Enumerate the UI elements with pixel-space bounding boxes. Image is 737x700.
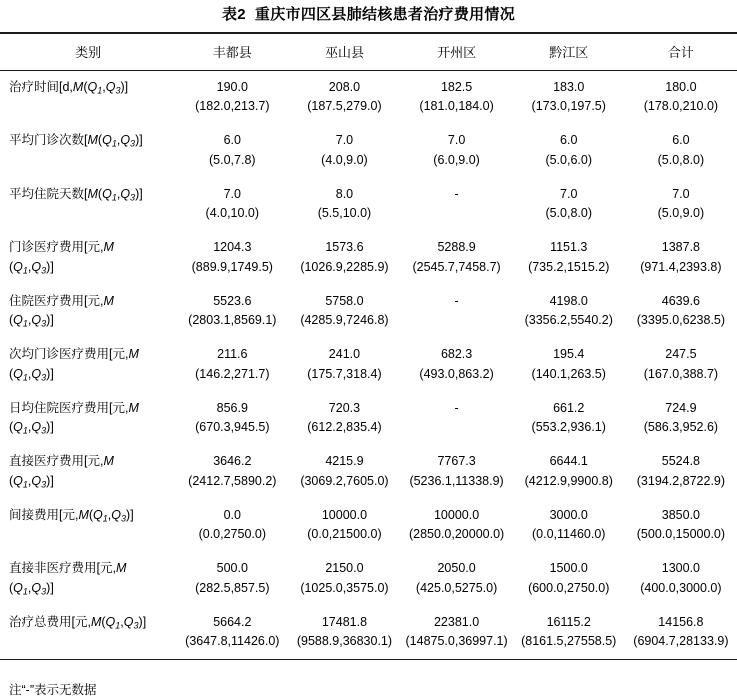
row-label: 门诊医疗费用[元,M $(Q_1,Q_3)$] bbox=[9, 240, 114, 276]
table-cell bbox=[288, 499, 400, 553]
table-body bbox=[0, 71, 737, 660]
cell-iqr: (5.0,6.0) bbox=[545, 152, 592, 167]
table-cell bbox=[513, 124, 625, 178]
cell-median: 661.2 bbox=[553, 400, 585, 415]
table-cell bbox=[625, 499, 737, 553]
cell-iqr: (425.0,5275.0) bbox=[415, 580, 498, 595]
cell-median: 5664.2 bbox=[213, 614, 252, 629]
table-row bbox=[0, 285, 737, 339]
cell-median: 720.3 bbox=[328, 400, 361, 415]
cell-iqr: (493.0,863.2) bbox=[419, 366, 494, 381]
cell-median: 4198.0 bbox=[549, 293, 588, 308]
table-cell bbox=[176, 231, 288, 285]
row-label: 日均住院医疗费用[元,M $(Q_1,Q_3)$] bbox=[9, 400, 139, 436]
table-cell bbox=[176, 499, 288, 553]
table-row bbox=[0, 231, 737, 285]
table-cell bbox=[176, 178, 288, 232]
table-row bbox=[0, 338, 737, 392]
table-cell bbox=[288, 178, 400, 232]
cell-median: 4639.6 bbox=[661, 293, 701, 308]
cell-iqr: (3069.2,7605.0) bbox=[300, 473, 389, 488]
table-caption bbox=[0, 0, 737, 32]
cell-median: 856.9 bbox=[216, 400, 248, 415]
cell-iqr: (181.0,184.0) bbox=[419, 99, 494, 114]
table-cell bbox=[288, 606, 400, 660]
cell-iqr: (167.0,388.7) bbox=[643, 366, 719, 381]
table-cell bbox=[401, 71, 513, 125]
cell-median: 7.0 bbox=[560, 186, 578, 201]
cell-median: 8.0 bbox=[335, 186, 354, 201]
cell-median: 208.0 bbox=[328, 79, 361, 94]
cell-median: 195.4 bbox=[553, 347, 585, 361]
table-cell bbox=[288, 124, 400, 178]
cell-iqr: (1026.9,2285.9) bbox=[300, 259, 389, 274]
cell-median: 3850.0 bbox=[661, 507, 701, 522]
cell-iqr: (5.5,10.0) bbox=[317, 206, 372, 221]
cell-iqr: (146.2,271.7) bbox=[195, 366, 270, 381]
table-row bbox=[0, 499, 737, 553]
cell-median: 1573.6 bbox=[325, 240, 364, 254]
row-label: 间接费用[元$,M(Q_1,Q_3)$] bbox=[9, 507, 134, 524]
table-cell bbox=[288, 552, 400, 606]
cell-median: 7767.3 bbox=[437, 454, 476, 468]
cell-median: 0.0 bbox=[223, 507, 241, 522]
cell-iqr: (2412.7,5890.2) bbox=[188, 473, 277, 488]
cell-median: 10000.0 bbox=[433, 507, 480, 522]
cell-iqr: (14875.0,36997.1) bbox=[405, 634, 508, 649]
cell-median: 10000.0 bbox=[321, 507, 368, 522]
cell-median: 500.0 bbox=[216, 561, 248, 575]
cell-median: 17481.8 bbox=[321, 614, 368, 629]
cell-iqr: (0.0,21500.0) bbox=[307, 527, 382, 542]
table-cell bbox=[625, 552, 737, 606]
table-cell bbox=[288, 71, 400, 125]
table-cell bbox=[625, 392, 737, 446]
row-label: 直接医疗费用[元,M $(Q_1,Q_3)$] bbox=[9, 454, 114, 490]
cell-iqr: (5236.1,11338.9) bbox=[409, 473, 504, 488]
table-caption-number: 表2 bbox=[221, 6, 246, 23]
table-cell bbox=[288, 338, 400, 392]
cell-iqr: (2545.7,7458.7) bbox=[412, 259, 501, 274]
cell-iqr: (5.0,7.8) bbox=[209, 152, 256, 167]
table-cell bbox=[288, 392, 400, 446]
header-cell-wushan: 巫山县 bbox=[324, 44, 364, 60]
cell-median: - bbox=[454, 186, 459, 201]
header-cell-qianjiang: 黔江区 bbox=[549, 44, 589, 60]
cell-iqr: (1025.0,3575.0) bbox=[300, 580, 389, 595]
table-cell bbox=[625, 178, 737, 232]
cell-iqr: (187.5,279.0) bbox=[307, 99, 382, 114]
cell-iqr: (140.1,263.5) bbox=[531, 366, 606, 381]
cell-iqr: (6.0,9.0) bbox=[433, 152, 480, 167]
row-label: 平均住院天数$[M(Q_1,Q_3)]$ bbox=[9, 186, 143, 203]
cell-median: 2150.0 bbox=[325, 561, 364, 575]
cell-median: 1204.3 bbox=[213, 240, 252, 254]
table-cell bbox=[176, 71, 288, 125]
cell-iqr: (4.0,10.0) bbox=[205, 206, 260, 221]
cell-median: 3646.2 bbox=[213, 454, 252, 468]
header-cell-kaizhou: 开州区 bbox=[437, 44, 477, 60]
table-cell bbox=[176, 392, 288, 446]
cell-iqr: (8161.5,27558.5) bbox=[521, 634, 617, 649]
header-cell-total: 合计 bbox=[667, 44, 694, 60]
table-cell bbox=[513, 285, 625, 339]
cell-median: 6.0 bbox=[223, 133, 241, 147]
table-cell bbox=[401, 445, 513, 499]
table-cell bbox=[176, 445, 288, 499]
table-cell bbox=[625, 71, 737, 125]
cell-iqr: (5.0,9.0) bbox=[657, 206, 705, 221]
cell-median: - bbox=[454, 400, 459, 415]
cell-median: 6.0 bbox=[672, 133, 690, 147]
cell-median: 7.0 bbox=[223, 186, 241, 201]
treatment-cost-table bbox=[0, 34, 737, 70]
cell-iqr: (3194.2,8722.9) bbox=[636, 473, 726, 488]
table-cell bbox=[176, 552, 288, 606]
table-cell bbox=[401, 606, 513, 660]
cell-median: 5524.8 bbox=[661, 454, 701, 468]
table-cell bbox=[513, 178, 625, 232]
table-cell bbox=[625, 606, 737, 660]
cell-iqr: (612.2,835.4) bbox=[307, 420, 382, 435]
cell-median: 2050.0 bbox=[437, 561, 476, 575]
cell-iqr: (175.7,318.4) bbox=[307, 366, 382, 381]
cell-iqr: (0.0,2750.0) bbox=[198, 527, 267, 542]
cell-median: 4215.9 bbox=[325, 454, 364, 468]
cell-median: 1151.3 bbox=[550, 240, 588, 254]
cell-median: 6644.1 bbox=[549, 454, 588, 468]
table-cell bbox=[401, 338, 513, 392]
cell-iqr: (600.0,2750.0) bbox=[528, 580, 610, 595]
cell-iqr: (3356.2,5540.2) bbox=[524, 313, 613, 328]
table-cell bbox=[401, 285, 513, 339]
cell-iqr: (500.0,15000.0) bbox=[636, 527, 726, 542]
cell-iqr: (889.9,1749.5) bbox=[191, 259, 273, 274]
table-cell bbox=[288, 285, 400, 339]
cell-median: 7.0 bbox=[672, 186, 690, 201]
table-cell bbox=[176, 285, 288, 339]
cell-iqr: (178.0,210.0) bbox=[643, 99, 719, 114]
cell-iqr: (670.3,945.5) bbox=[195, 420, 270, 435]
table-cell bbox=[401, 499, 513, 553]
cell-median: 682.3 bbox=[440, 347, 473, 361]
cell-median: 6.0 bbox=[560, 133, 578, 147]
table-cell bbox=[513, 392, 625, 446]
table-cell bbox=[288, 445, 400, 499]
table-cell bbox=[401, 178, 513, 232]
cell-median: 5758.0 bbox=[325, 293, 364, 308]
table-cell bbox=[513, 338, 625, 392]
table-cell bbox=[513, 231, 625, 285]
row-label: 住院医疗费用[元,M $(Q_1,Q_3)$] bbox=[9, 293, 114, 329]
table-cell bbox=[401, 231, 513, 285]
row-label: 平均门诊次数$[M(Q_1,Q_3)]$ bbox=[9, 133, 143, 149]
table-header bbox=[0, 34, 737, 70]
row-label: 直接非医疗费用[元,M $(Q_1,Q_3)$] bbox=[9, 561, 127, 597]
table-cell bbox=[176, 338, 288, 392]
cell-median: 3000.0 bbox=[549, 507, 588, 522]
cell-iqr: (9588.9,36830.1) bbox=[296, 634, 393, 649]
table-cell bbox=[625, 124, 737, 178]
row-label: 治疗总费用[元$,M(Q_1,Q_3)$] bbox=[9, 614, 147, 631]
cell-median: 190.0 bbox=[216, 79, 248, 94]
cell-iqr: (4.0,9.0) bbox=[321, 152, 368, 167]
row-label: 次均门诊医疗费用[元,M $(Q_1,Q_3)$] bbox=[9, 347, 139, 383]
cell-iqr: (5.0,8.0) bbox=[657, 152, 705, 167]
table-cell bbox=[625, 338, 737, 392]
cell-median: 211.6 bbox=[217, 347, 248, 361]
cell-median: 5288.9 bbox=[437, 240, 476, 254]
table-cell bbox=[513, 552, 625, 606]
cell-iqr: (400.0,3000.0) bbox=[640, 580, 722, 595]
cell-iqr: (4285.9,7246.8) bbox=[300, 313, 389, 328]
cell-median: 7.0 bbox=[335, 133, 354, 147]
cell-median: - bbox=[454, 293, 459, 308]
cell-iqr: (282.5,857.5) bbox=[195, 580, 270, 595]
table-cell bbox=[625, 445, 737, 499]
cell-iqr: (4212.9,9900.8) bbox=[524, 473, 613, 488]
cell-iqr: (3395.0,6238.5) bbox=[636, 313, 726, 328]
table-row bbox=[0, 445, 737, 499]
cell-iqr: (553.2,936.1) bbox=[531, 420, 606, 435]
cell-median: 7.0 bbox=[447, 133, 466, 147]
table-row bbox=[0, 178, 737, 232]
table-cell bbox=[401, 552, 513, 606]
table-cell bbox=[288, 231, 400, 285]
cell-median: 16115.2 bbox=[546, 614, 591, 629]
table-cell bbox=[513, 499, 625, 553]
table-cell bbox=[401, 124, 513, 178]
row-label: 治疗时间$[d,M(Q_1,Q_3)]$ bbox=[9, 79, 129, 96]
table-cell bbox=[513, 606, 625, 660]
cell-iqr: (2803.1,8569.1) bbox=[188, 313, 277, 328]
treatment-cost-table-body bbox=[0, 71, 737, 660]
cell-median: 241.0 bbox=[328, 347, 361, 361]
cell-median: 5523.6 bbox=[213, 293, 252, 308]
table-row bbox=[0, 606, 737, 660]
table-cell bbox=[625, 285, 737, 339]
header-cell-label: 类别 bbox=[75, 44, 102, 60]
cell-median: 14156.8 bbox=[658, 614, 704, 629]
table-cell bbox=[176, 124, 288, 178]
table-row bbox=[0, 392, 737, 446]
cell-median: 1387.8 bbox=[661, 240, 701, 254]
cell-median: 247.5 bbox=[665, 347, 697, 361]
table-cell bbox=[401, 392, 513, 446]
header-row bbox=[0, 34, 737, 70]
table-row bbox=[0, 552, 737, 606]
cell-iqr: (735.2,1515.2) bbox=[528, 259, 610, 274]
table-cell bbox=[513, 445, 625, 499]
table-note: 注“-”表示无数据 bbox=[9, 683, 97, 697]
table-cell bbox=[625, 231, 737, 285]
cell-median: 1300.0 bbox=[661, 561, 701, 575]
header-cell-fengdu: 丰都县 bbox=[212, 44, 252, 60]
table-caption-text: 重庆市四区县肺结核患者治疗费用情况 bbox=[254, 6, 516, 23]
cell-iqr: (0.0,11460.0) bbox=[532, 527, 606, 542]
table-cell bbox=[176, 606, 288, 660]
table-cell bbox=[513, 71, 625, 125]
cell-iqr: (586.3,952.6) bbox=[643, 420, 719, 435]
cell-median: 180.0 bbox=[665, 79, 697, 94]
cell-median: 724.9 bbox=[665, 400, 697, 415]
cell-iqr: (5.0,8.0) bbox=[545, 206, 592, 221]
cell-iqr: (3647.8,11426.0) bbox=[185, 634, 280, 649]
cell-iqr: (182.0,213.7) bbox=[195, 99, 270, 114]
cell-iqr: (971.4,2393.8) bbox=[640, 259, 722, 274]
cell-iqr: (173.0,197.5) bbox=[531, 99, 606, 114]
cell-median: 183.0 bbox=[553, 79, 585, 94]
cell-iqr: (6904.7,28133.9) bbox=[633, 634, 729, 649]
cell-iqr: (2850.0,20000.0) bbox=[408, 527, 505, 542]
table-row bbox=[0, 124, 737, 178]
table-row bbox=[0, 71, 737, 125]
cell-median: 22381.0 bbox=[433, 614, 480, 629]
cell-median: 1500.0 bbox=[549, 561, 588, 575]
cell-median: 182.5 bbox=[440, 79, 473, 94]
